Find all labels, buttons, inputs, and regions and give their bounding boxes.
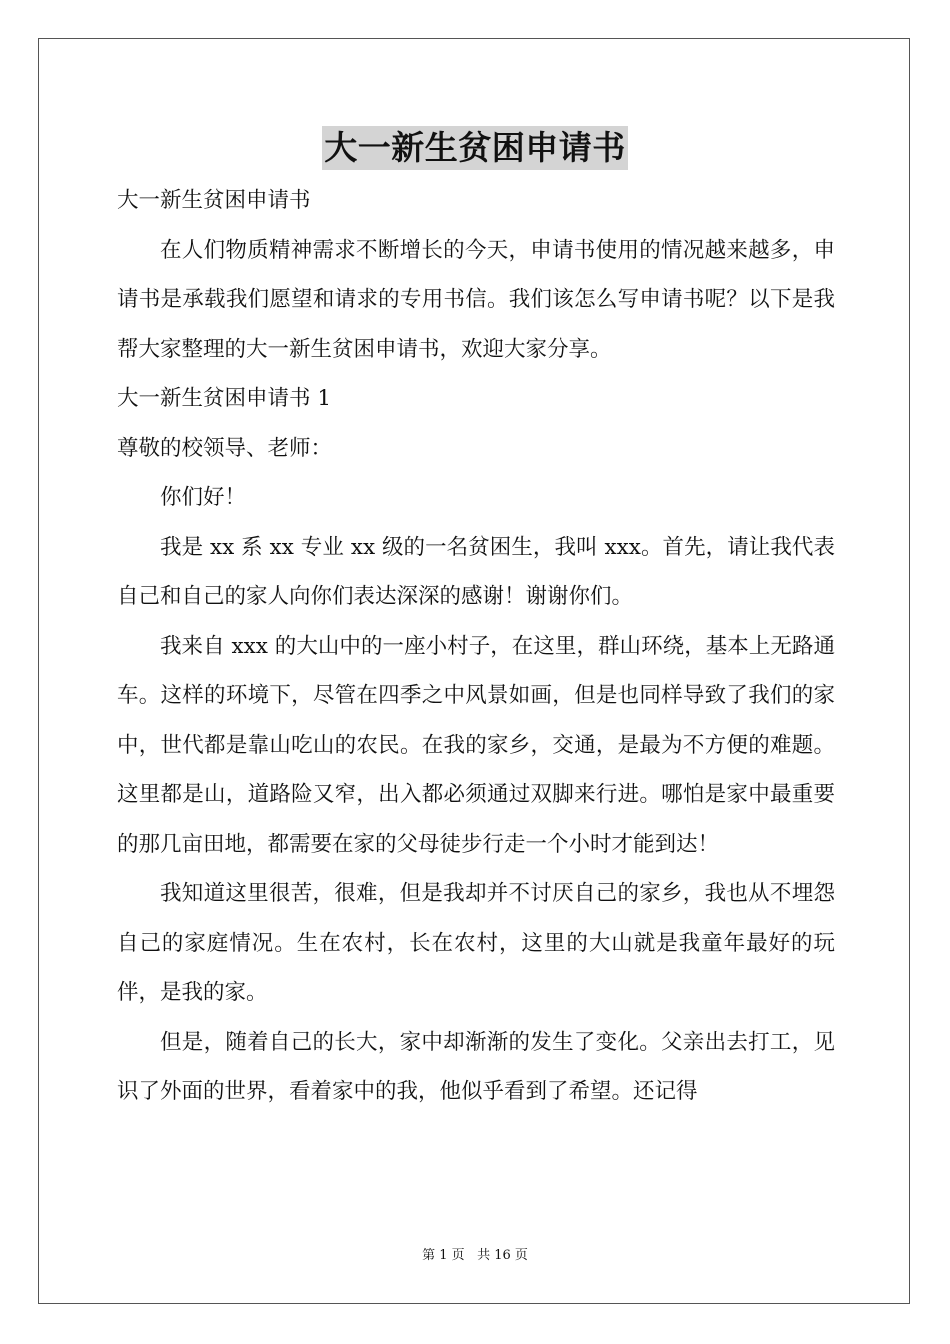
page-number: 第 1 页 <box>422 1248 465 1263</box>
intro-paragraph: 在人们物质精神需求不断增长的今天，申请书使用的情况越来越多，申请书是承载我们愿望和请求的专用书信。我们该怎么写申请书呢？以下是我帮大家整理的大一新生贫困申请书，欢迎大家分享。 <box>117 237 835 362</box>
salutation: 尊敬的校领导、老师： <box>117 435 333 461</box>
section-heading: 大一新生贫困申请书 1 <box>117 386 332 411</box>
body-paragraph: 我知道这里很苦，很难，但是我却并不讨厌自己的家乡，我也从不埋怨自己的家庭情况。生在农村，长在农村，这里的大山就是我童年最好的玩伴，是我的家。 <box>117 881 835 1005</box>
subtitle-line: 大一新生贫困申请书 <box>117 188 311 213</box>
body-paragraph: 我是 xx 系 xx 专业 xx 级的一名贫困生，我叫 xxx。首先，请让我代表自己和自己的家人向你们表达深深的感谢！谢谢你们。 <box>117 534 835 609</box>
page-total: 共 16 页 <box>477 1248 528 1263</box>
document-title: 大一新生贫困申请书 <box>322 126 628 170</box>
page-footer <box>0 1246 950 1266</box>
body-paragraph: 但是，随着自己的长大，家中却渐渐的发生了变化。父亲出去打工，见识了外面的世界，看着家中的我，他似乎看到了希望。还记得 <box>117 1029 835 1104</box>
document-body <box>117 176 835 1117</box>
body-paragraph: 我来自 xxx 的大山中的一座小村子，在这里，群山环绕，基本上无路通车。这样的环境下，尽管在四季之中风景如画，但是也同样导致了我们的家中，世代都是靠山吃山的农民。在我的家乡，交通，是最为不方便的难题。这里都是山，道路险又窄，出入都必须通过双脚来行进。哪怕是家中最重要的那几亩田地，都需要在家的父母徒步行走一个小时才能到达！ <box>117 633 835 857</box>
greeting: 你们好！ <box>160 485 247 510</box>
title-container <box>0 126 950 170</box>
